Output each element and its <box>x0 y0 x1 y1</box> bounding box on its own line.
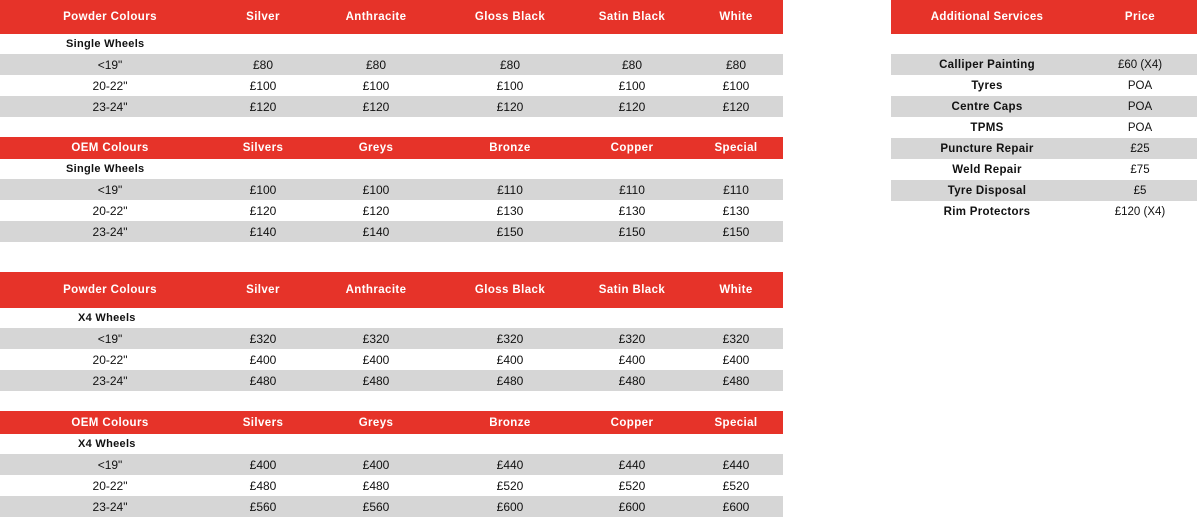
powder-x4-table <box>0 272 783 391</box>
header-cell: Bronze <box>489 142 531 154</box>
service-price: £25 <box>1130 142 1150 155</box>
price-cell: £480 <box>496 373 524 388</box>
table-row <box>0 54 783 75</box>
service-price: POA <box>1127 100 1153 113</box>
service-name: Centre Caps <box>951 100 1023 113</box>
subheading-label: Single Wheels <box>66 163 145 175</box>
service-name: Puncture Repair <box>940 142 1034 155</box>
oem-single-table <box>0 137 783 242</box>
table-row <box>0 75 783 96</box>
price-cell: £400 <box>496 352 524 367</box>
price-cell: £110 <box>723 182 749 197</box>
service-row <box>891 201 1197 222</box>
price-cell: £120 <box>618 99 646 114</box>
table-row <box>0 454 783 475</box>
price-cell: £100 <box>249 182 277 197</box>
service-price: £5 <box>1133 184 1147 197</box>
price-cell: £110 <box>619 182 645 197</box>
price-cell: £480 <box>618 373 646 388</box>
service-name: Tyres <box>971 79 1003 92</box>
header-cell: Powder Colours <box>63 11 157 23</box>
price-cell: £100 <box>249 78 277 93</box>
service-row <box>891 138 1197 159</box>
price-cell: £150 <box>496 224 524 239</box>
price-cell: £120 <box>722 99 750 114</box>
price-cell: £400 <box>722 352 750 367</box>
price-cell: £120 <box>496 99 524 114</box>
price-cell: £80 <box>499 57 521 72</box>
header-cell: Special <box>714 416 758 429</box>
header-cell: Satin Black <box>598 11 666 23</box>
oem-x4-table <box>0 411 783 517</box>
price-cell: £140 <box>362 224 390 239</box>
price-cell: £150 <box>722 224 750 239</box>
size-cell: 20-22" <box>92 478 128 493</box>
subheading-label: X4 Wheels <box>78 438 136 450</box>
price-cell: £120 <box>249 203 277 218</box>
table-header <box>891 0 1197 34</box>
price-cell: £480 <box>362 478 390 493</box>
header-cell: Powder Colours <box>63 284 157 296</box>
price-cell: £480 <box>249 373 277 388</box>
service-name: TPMS <box>970 121 1004 134</box>
service-price: POA <box>1127 121 1153 134</box>
service-name: Calliper Painting <box>939 58 1035 71</box>
table-row <box>0 179 783 200</box>
price-cell: £80 <box>252 57 274 72</box>
header-cell: Satin Black <box>598 284 666 296</box>
header-cell: Copper <box>610 142 654 154</box>
header-cell: Anthracite <box>345 284 407 296</box>
service-row <box>891 54 1197 75</box>
price-cell: £400 <box>249 457 277 472</box>
table-row <box>0 475 783 496</box>
service-row <box>891 117 1197 138</box>
price-cell: £320 <box>496 331 524 346</box>
subheading-label: Single Wheels <box>66 38 145 50</box>
header-cell: Greys <box>358 416 394 429</box>
size-cell: <19" <box>97 457 123 472</box>
header-cell: White <box>719 284 753 296</box>
header-cell: Gloss Black <box>474 284 546 296</box>
service-name: Tyre Disposal <box>947 184 1027 197</box>
price-cell: £120 <box>362 203 390 218</box>
service-name: Weld Repair <box>952 163 1022 176</box>
service-price: £75 <box>1130 163 1150 176</box>
price-cell: £100 <box>496 78 524 93</box>
additional-services-table <box>891 0 1197 222</box>
header-cell: Bronze <box>489 416 531 429</box>
header-cell: OEM Colours <box>71 416 149 429</box>
header-cell: Copper <box>610 416 654 429</box>
header-cell: Silvers <box>242 416 284 429</box>
size-cell: 23-24" <box>92 373 128 388</box>
header-cell: Silver <box>246 11 280 23</box>
service-row <box>891 96 1197 117</box>
header-cell: Gloss Black <box>474 11 546 23</box>
service-row <box>891 180 1197 201</box>
price-cell: £120 <box>362 99 390 114</box>
table-row <box>0 96 783 117</box>
table-row <box>0 370 783 391</box>
price-cell: £520 <box>722 478 750 493</box>
powder-single-table <box>0 0 783 117</box>
price-cell: £480 <box>722 373 750 388</box>
subheading-label: X4 Wheels <box>78 312 136 324</box>
header-cell: Greys <box>358 142 394 154</box>
price-cell: £110 <box>497 182 523 197</box>
header-cell: Silvers <box>242 142 284 154</box>
size-cell: 23-24" <box>92 224 128 239</box>
price-cell: £520 <box>618 478 646 493</box>
price-cell: £320 <box>618 331 646 346</box>
service-name: Rim Protectors <box>943 205 1031 218</box>
price-cell: £320 <box>362 331 390 346</box>
size-cell: 23-24" <box>92 499 128 514</box>
header-cell: Silver <box>246 284 280 296</box>
price-cell: £80 <box>725 57 747 72</box>
price-cell: £80 <box>621 57 643 72</box>
price-cell: £100 <box>618 78 646 93</box>
size-cell: 23-24" <box>92 99 128 114</box>
price-cell: £480 <box>249 478 277 493</box>
table-row <box>0 328 783 349</box>
table-header <box>0 137 783 159</box>
service-row <box>891 75 1197 96</box>
service-price: £60 (X4) <box>1117 58 1163 71</box>
header-cell: Price <box>1124 11 1156 23</box>
price-cell: £80 <box>365 57 387 72</box>
table-subheading <box>0 34 783 54</box>
price-cell: £100 <box>362 182 390 197</box>
price-cell: £100 <box>362 78 390 93</box>
price-cell: £120 <box>249 99 277 114</box>
table-row <box>0 496 783 517</box>
price-cell: £320 <box>249 331 277 346</box>
price-cell: £480 <box>362 373 390 388</box>
price-cell: £600 <box>722 499 750 514</box>
table-row <box>0 200 783 221</box>
price-cell: £400 <box>362 457 390 472</box>
table-header <box>0 0 783 34</box>
table-subheading <box>0 159 783 179</box>
price-cell: £600 <box>496 499 524 514</box>
header-cell: Anthracite <box>345 11 407 23</box>
price-cell: £400 <box>362 352 390 367</box>
price-cell: £520 <box>496 478 524 493</box>
size-cell: 20-22" <box>92 352 128 367</box>
price-cell: £560 <box>249 499 277 514</box>
table-subheading <box>0 434 783 454</box>
header-cell: White <box>719 11 753 23</box>
size-cell: <19" <box>97 331 123 346</box>
size-cell: <19" <box>97 57 123 72</box>
service-price: £120 (X4) <box>1114 205 1166 218</box>
price-cell: £400 <box>249 352 277 367</box>
size-cell: 20-22" <box>92 203 128 218</box>
price-cell: £440 <box>618 457 646 472</box>
header-cell: Additional Services <box>930 11 1044 23</box>
price-cell: £440 <box>496 457 524 472</box>
price-cell: £600 <box>618 499 646 514</box>
price-cell: £400 <box>618 352 646 367</box>
table-row <box>0 349 783 370</box>
price-cell: £130 <box>618 203 646 218</box>
table-row <box>0 221 783 242</box>
price-cell: £140 <box>249 224 277 239</box>
price-cell: £560 <box>362 499 390 514</box>
table-subheading <box>0 308 783 328</box>
service-price: POA <box>1127 79 1153 92</box>
header-cell: OEM Colours <box>71 142 149 154</box>
price-cell: £100 <box>722 78 750 93</box>
header-cell: Special <box>714 142 758 154</box>
size-cell: <19" <box>97 182 123 197</box>
price-cell: £130 <box>496 203 524 218</box>
size-cell: 20-22" <box>92 78 128 93</box>
price-cell: £150 <box>618 224 646 239</box>
price-cell: £440 <box>722 457 750 472</box>
price-cell: £320 <box>722 331 750 346</box>
table-header <box>0 272 783 308</box>
price-cell: £130 <box>722 203 750 218</box>
table-header <box>0 411 783 434</box>
service-row <box>891 159 1197 180</box>
